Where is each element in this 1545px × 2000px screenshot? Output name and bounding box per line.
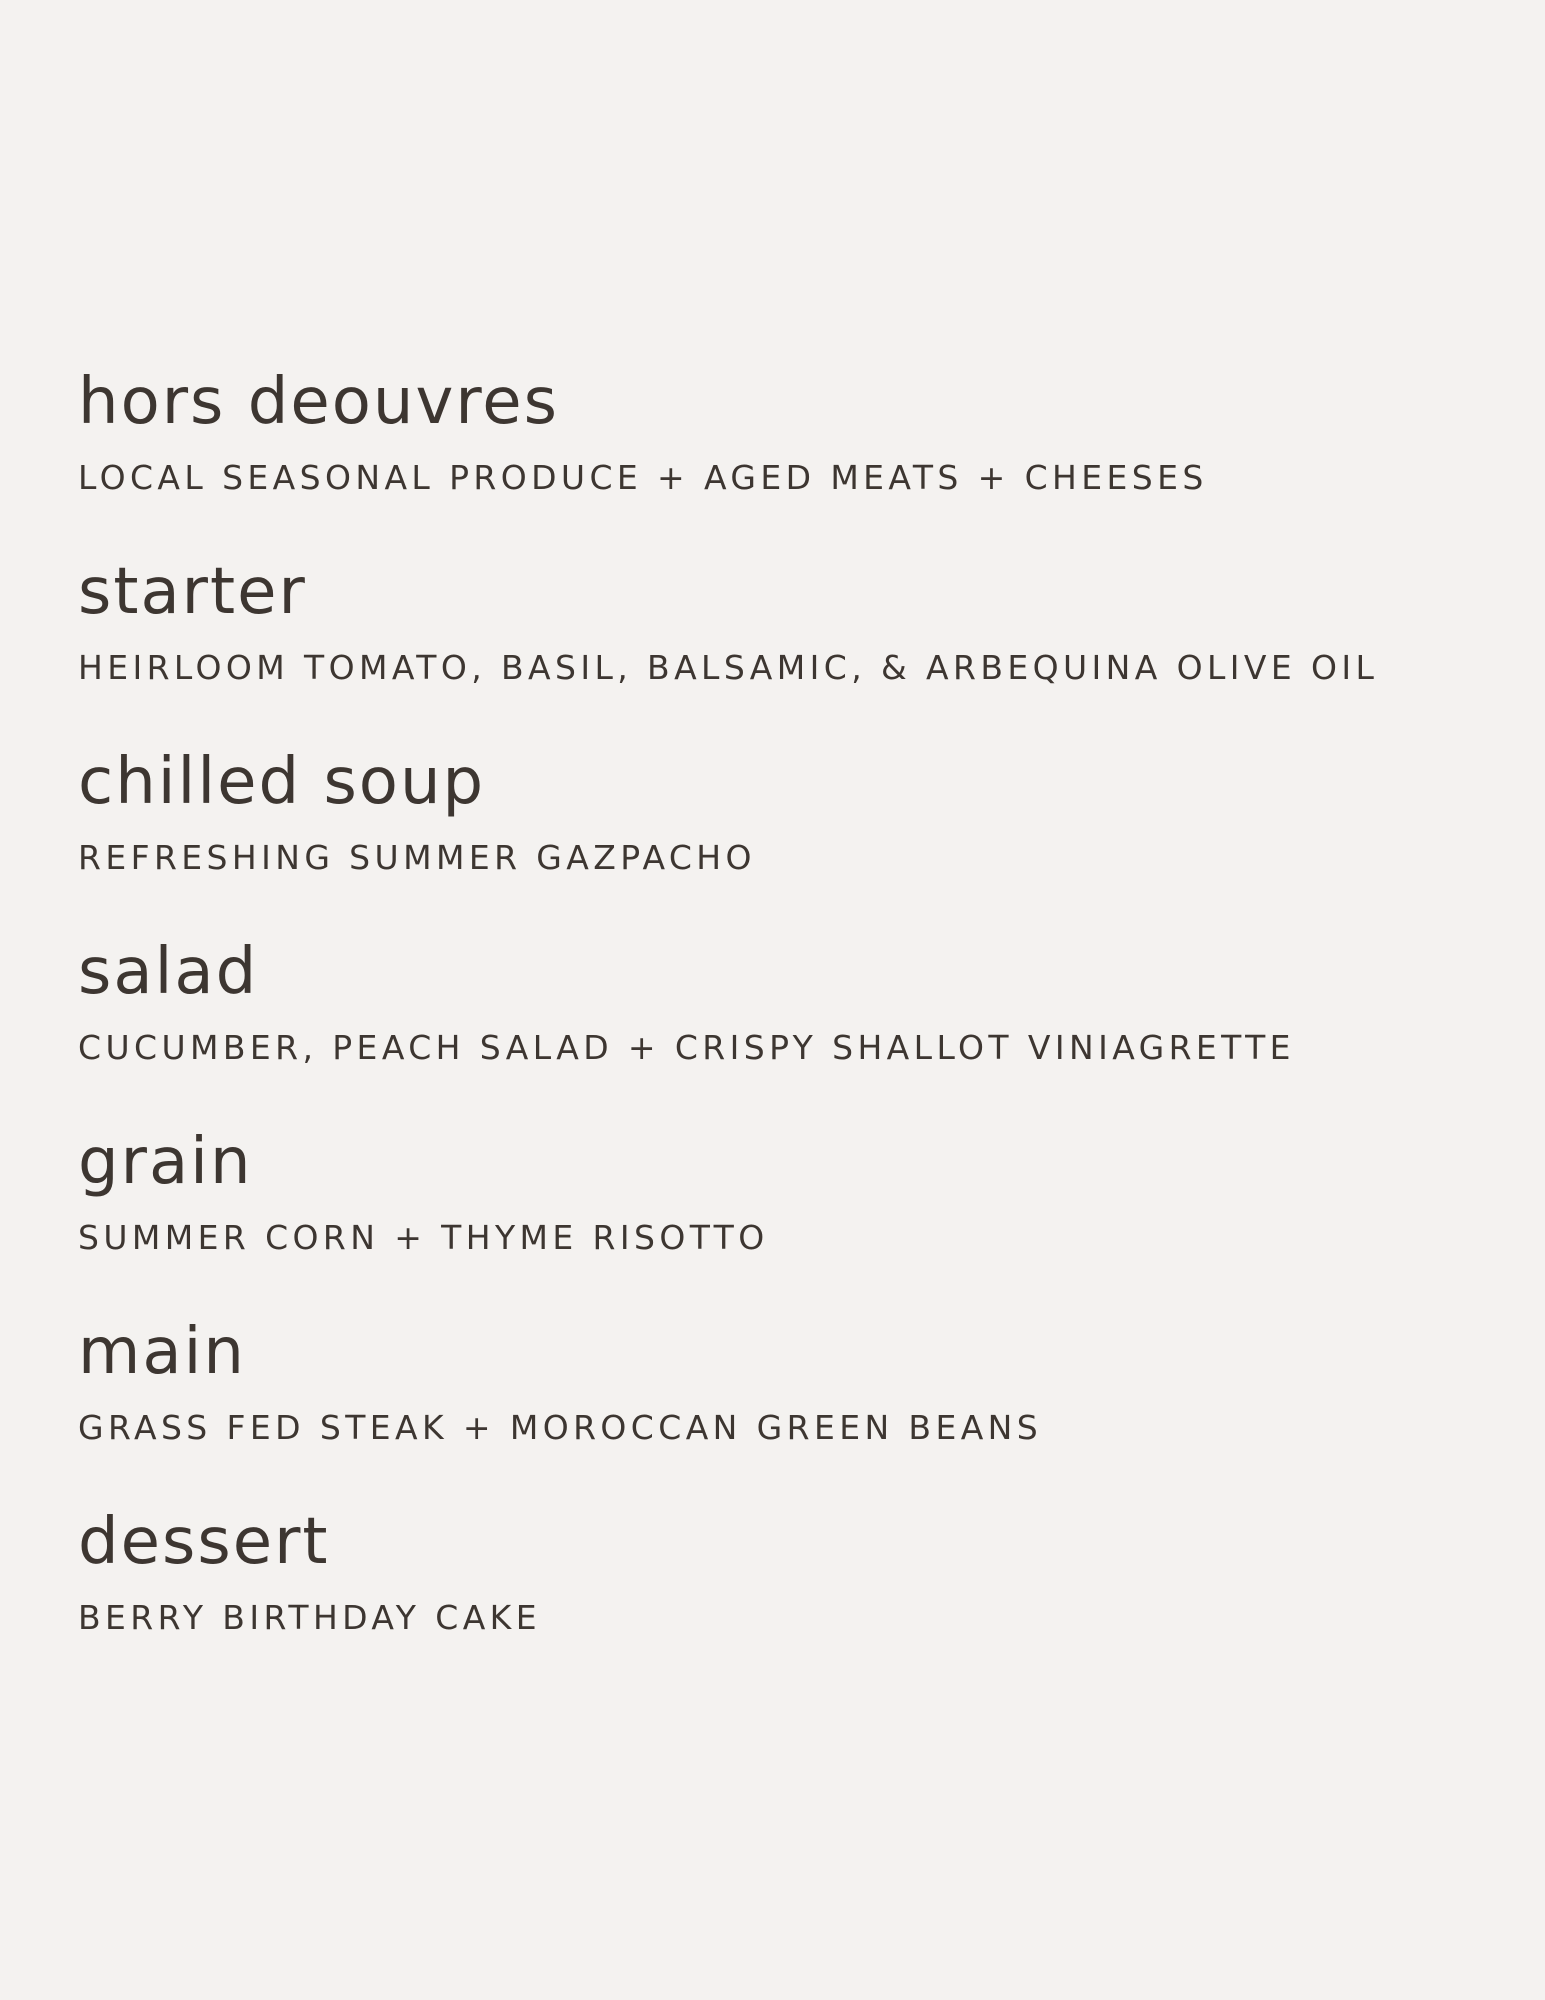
course-title: chilled soup	[78, 745, 486, 819]
course-grain	[78, 1122, 1498, 1312]
course-title: salad	[78, 935, 259, 1009]
course-title: hors deouvres	[78, 365, 559, 439]
course-chilled-soup	[78, 742, 1498, 932]
course-title: starter	[78, 555, 307, 629]
course-main	[78, 1312, 1498, 1502]
course-description: LOCAL SEASONAL PRODUCE + AGED MEATS + CHEESES	[78, 458, 1208, 497]
course-dessert	[78, 1502, 1498, 1692]
course-description: SUMMER CORN + THYME RISOTTO	[78, 1218, 769, 1257]
course-salad	[78, 932, 1498, 1122]
course-title: main	[78, 1315, 246, 1389]
course-description: HEIRLOOM TOMATO, BASIL, BALSAMIC, & ARBEQUINA OLIVE OIL	[78, 648, 1379, 687]
course-starter	[78, 552, 1498, 742]
course-hors-deouvres	[78, 362, 1498, 552]
course-title: grain	[78, 1125, 253, 1199]
course-title: dessert	[78, 1505, 330, 1579]
course-description: CUCUMBER, PEACH SALAD + CRISPY SHALLOT VINIAGRETTE	[78, 1028, 1295, 1067]
course-description: REFRESHING SUMMER GAZPACHO	[78, 838, 756, 877]
menu-list	[78, 362, 1498, 1692]
course-description: GRASS FED STEAK + MOROCCAN GREEN BEANS	[78, 1408, 1043, 1447]
course-description: BERRY BIRTHDAY CAKE	[78, 1598, 541, 1637]
